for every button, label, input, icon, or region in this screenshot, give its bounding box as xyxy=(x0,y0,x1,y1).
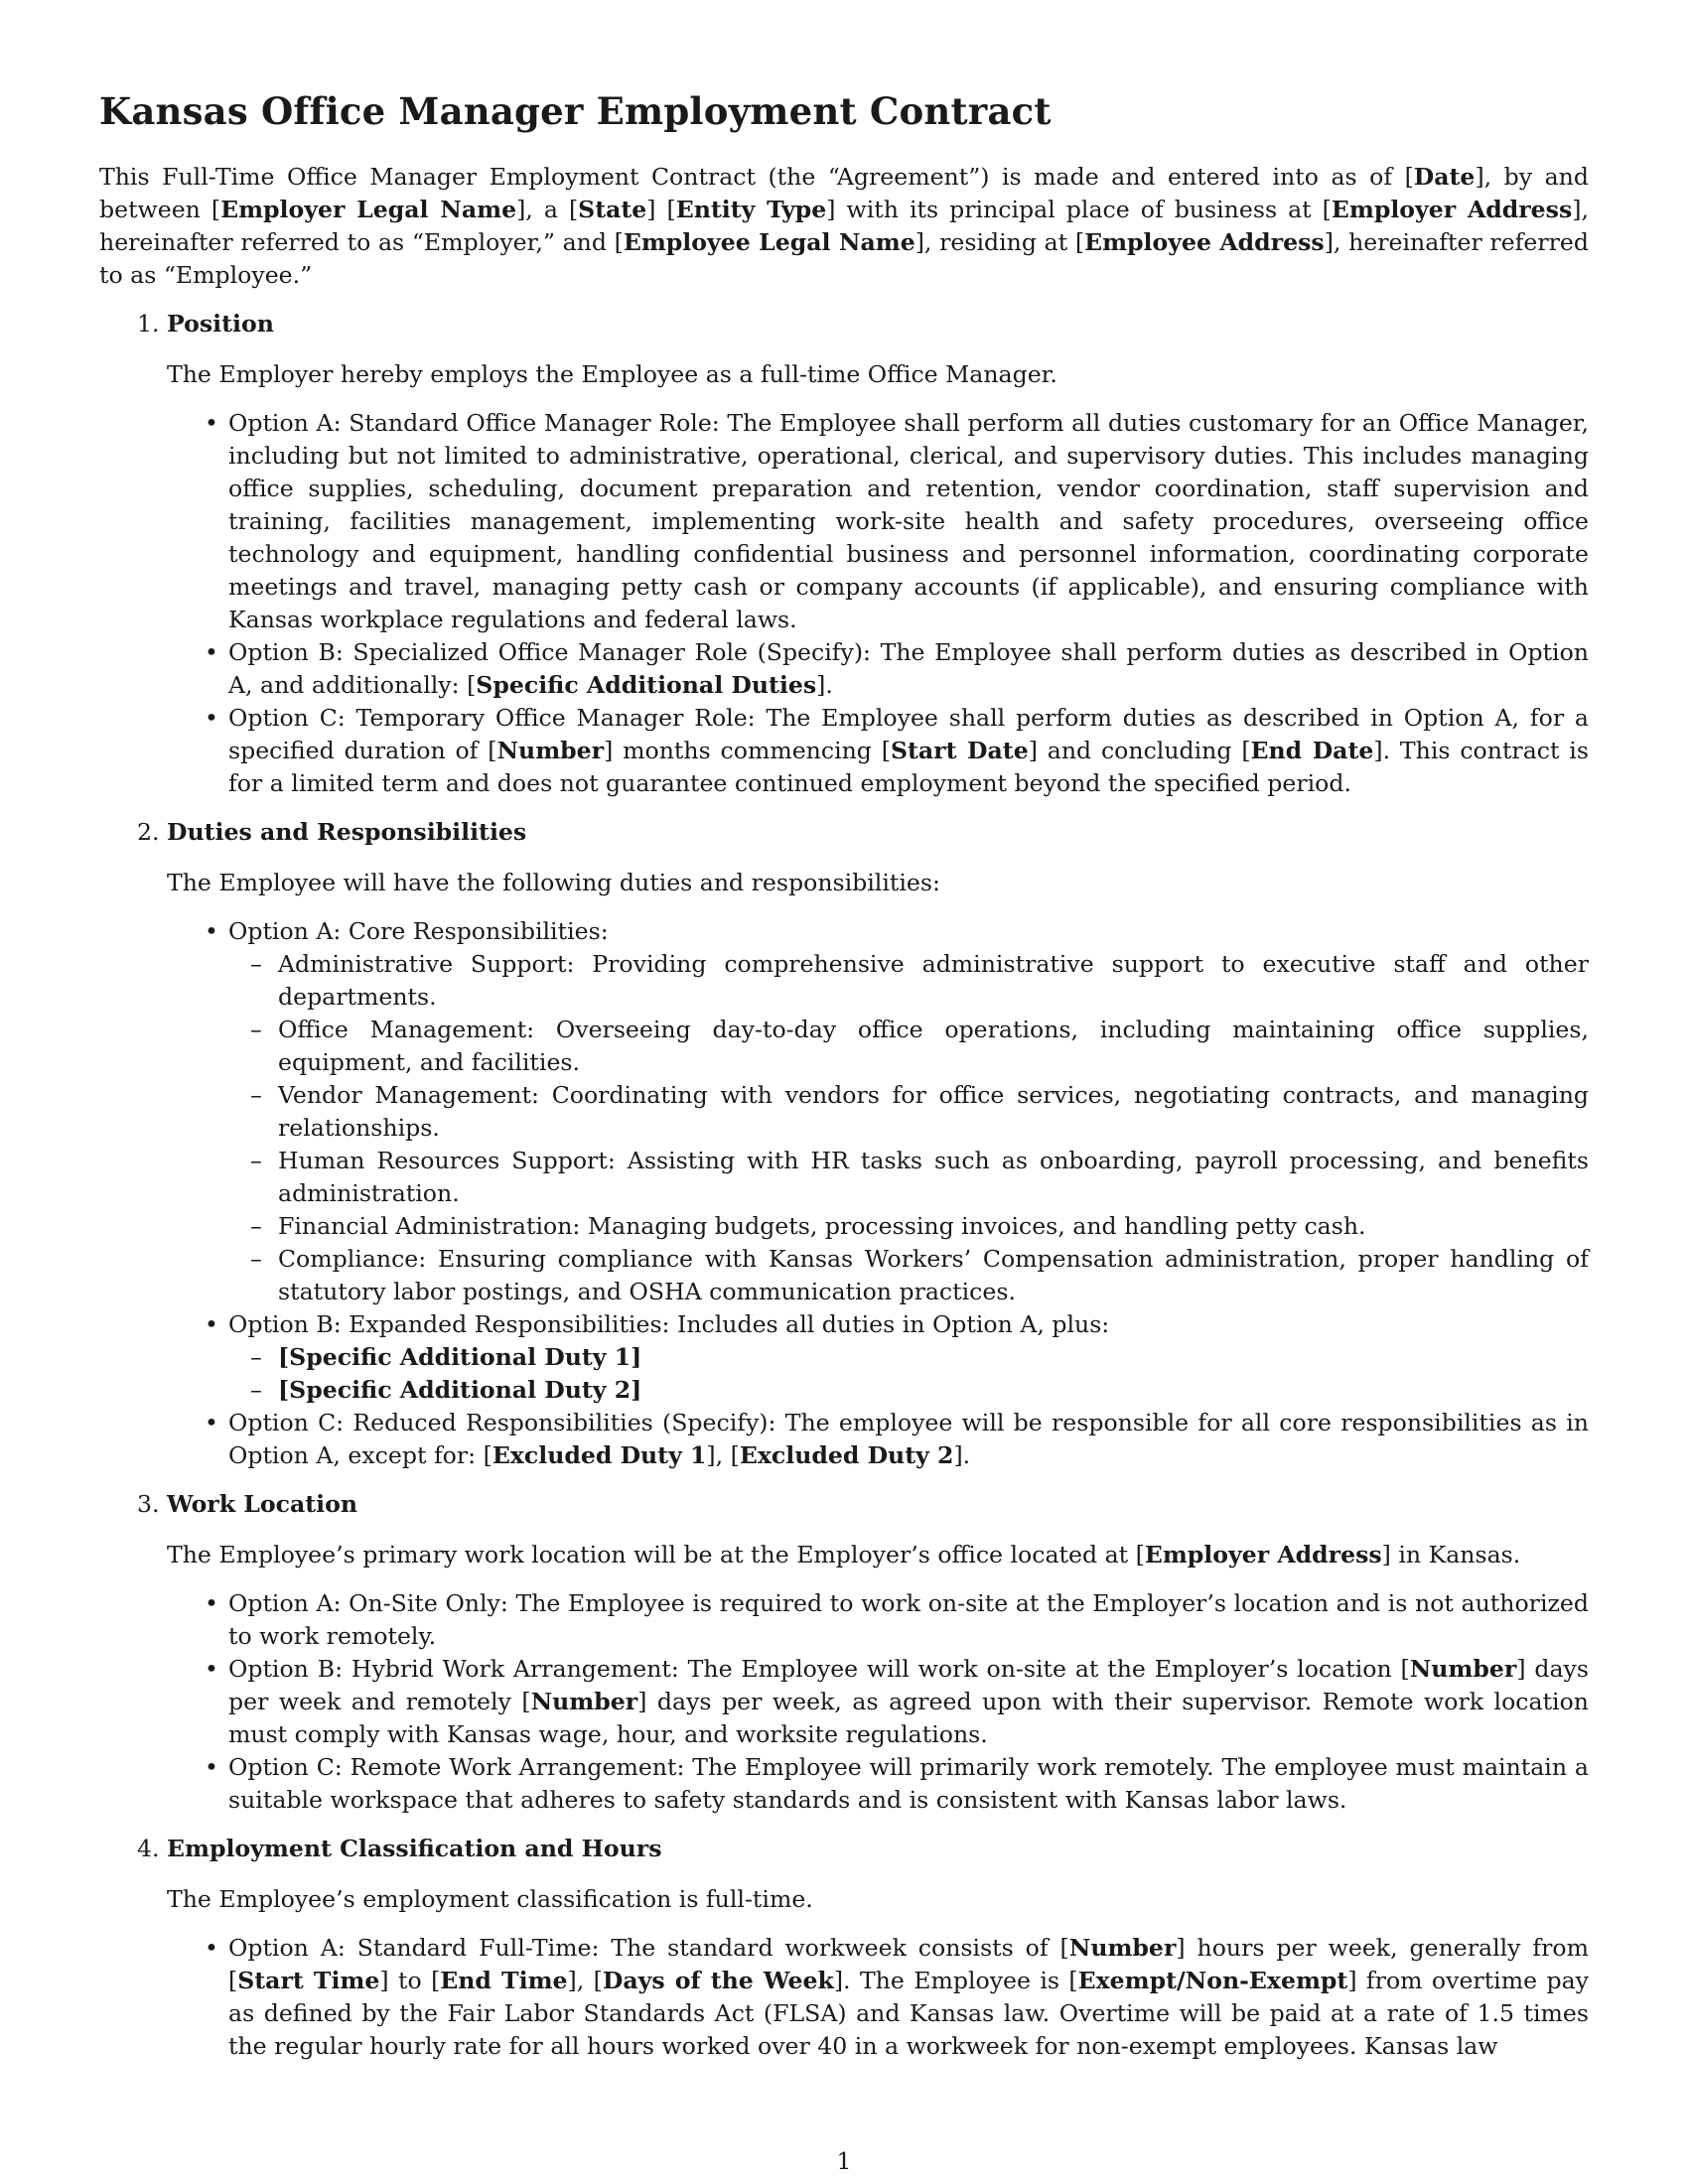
employee-name-field: Employee Legal Name xyxy=(623,228,915,256)
placeholder-field: Number xyxy=(496,737,605,764)
sub-item: – Administrative Support: Providing comprehensive administrative support to executive staff and other departments. xyxy=(278,948,1589,1014)
sub-list xyxy=(228,1341,1589,1407)
option-list xyxy=(167,1932,1589,2063)
section-classification xyxy=(167,1833,1589,2063)
placeholder-field: Employer Address xyxy=(1144,1541,1382,1569)
sub-item: – [Specific Additional Duty 2] xyxy=(278,1374,1589,1407)
placeholder-field: Start Time xyxy=(237,1967,380,1994)
option-item: • Option B: Expanded Responsibilities: Includes all duties in Option A, plus: – [Specific Additional Duty 1] – [Specific Additional Duty 2] xyxy=(228,1308,1589,1407)
placeholder-field: Number xyxy=(530,1688,638,1715)
sections-list xyxy=(99,308,1589,2063)
option-item: • Option C: Reduced Responsibilities (Specify): The employee will be responsible for all core responsibilities as in Option A, except for: [Excluded Duty 1], [Excluded Duty 2]. xyxy=(228,1407,1589,1472)
section-heading: Work Location xyxy=(167,1490,358,1518)
option-list xyxy=(167,1587,1589,1817)
date-field: Date xyxy=(1413,163,1476,191)
section-lead: The Employee’s employment classification is full-time. xyxy=(167,1885,813,1913)
placeholder-field: Excluded Duty 2 xyxy=(739,1441,954,1469)
entity-type-field: Entity Type xyxy=(675,196,827,223)
employer-name-field: Employer Legal Name xyxy=(220,196,517,223)
option-item: • Option B: Hybrid Work Arrangement: The Employee will work on-site at the Employer’s location [Number] days per week and remotely [Number] days per week, as agreed upon with their supervisor. Remote work location must comply with Kansas wage, hour, and worksite regulations. xyxy=(228,1653,1589,1751)
option-item: • Option A: Core Responsibilities: – Administrative Support: Providing comprehensive administrative support to executive staff and other departments. – Office Management: Overseeing day-to-day office operations, including maintaining office supplies, equipment, and facilities. – Vendor Management: Coordinating with vendors for office services, negotiating contracts, and managing relationships. – Human Resources Support: Assisting with HR tasks such as onboarding, payroll processing, and benefits administration. – Financial Administration: Managing budgets, processing invoices, and handling petty cash. – Compliance: Ensuring compliance with Kansas Workers’ Compensation administration, proper handling of statutory labor postings, and OSHA communication practices. xyxy=(228,915,1589,1308)
option-item: • Option A: Standard Full-Time: The standard workweek consists of [Number] hours per week, generally from [Start Time] to [End Time], [Days of the Week]. The Employee is [Exempt/Non-Exempt] from overtime pay as defined by the Fair Labor Standards Act (FLSA) and Kansas law. Overtime will be paid at a rate of 1.5 times the regular hourly rate for all hours worked over 40 in a workweek for non-exempt employees. Kansas law xyxy=(228,1932,1589,2063)
section-lead: The Employee’s primary work location will be at the Employer’s office located at [Employer Address] in Kansas. xyxy=(167,1541,1521,1569)
section-heading: Duties and Responsibilities xyxy=(167,818,527,846)
section-heading: Position xyxy=(167,310,274,338)
option-list xyxy=(167,915,1589,1472)
placeholder-field: End Time xyxy=(440,1967,568,1994)
sub-item: – Vendor Management: Coordinating with vendors for office services, negotiating contracts, and managing relationships. xyxy=(278,1079,1589,1145)
placeholder-field: Number xyxy=(1068,1934,1177,1962)
intro-paragraph: This Full-Time Office Manager Employment Contract (the “Agreement”) is made and entered into as of [Date], by and between [Employer Legal Name], a [State] [Entity Type] with its principal place of business at [Employer Address], hereinafter referred to as “Employer,” and [Employee Legal Name], residing at [Employee Address], hereinafter referred to as “Employee.” xyxy=(99,163,1589,289)
placeholder-field: Excluded Duty 1 xyxy=(492,1441,707,1469)
sub-item: – Human Resources Support: Assisting with HR tasks such as onboarding, payroll processing, and benefits administration. xyxy=(278,1145,1589,1210)
section-duties xyxy=(167,816,1589,1472)
sub-item: – Compliance: Ensuring compliance with Kansas Workers’ Compensation administration, proper handling of statutory labor postings, and OSHA communication practices. xyxy=(278,1243,1589,1308)
document-page xyxy=(99,79,1589,2079)
option-item: • Option C: Remote Work Arrangement: The Employee will primarily work remotely. The employee must maintain a suitable workspace that adheres to safety standards and is consistent with Kansas labor laws. xyxy=(228,1751,1589,1817)
option-item: • Option A: Standard Office Manager Role: The Employee shall perform all duties customary for an Office Manager, including but not limited to administrative, operational, clerical, and supervisory duties. This includes managing office supplies, scheduling, document preparation and retention, vendor coordination, staff supervision and training, facilities management, implementing work-site health and safety procedures, overseeing office technology and equipment, handling confidential business and personnel information, coordinating corporate meetings and travel, managing petty cash or company accounts (if applicable), and ensuring compliance with Kansas workplace regulations and federal laws. xyxy=(228,407,1589,636)
placeholder-field: Number xyxy=(1409,1655,1517,1683)
employee-address-field: Employee Address xyxy=(1084,228,1325,256)
employer-address-field: Employer Address xyxy=(1331,196,1573,223)
section-location xyxy=(167,1488,1589,1817)
sub-item: – Financial Administration: Managing budgets, processing invoices, and handling petty cash. xyxy=(278,1210,1589,1243)
section-heading: Employment Classification and Hours xyxy=(167,1835,662,1862)
placeholder-field: Specific Additional Duties xyxy=(476,671,817,699)
option-list xyxy=(167,407,1589,800)
placeholder-field: Days of the Week xyxy=(602,1967,834,1994)
option-item: • Option C: Temporary Office Manager Role: The Employee shall perform duties as described in Option A, for a specified duration of [Number] months commencing [Start Date] and concluding [End Date]. This contract is for a limited term and does not guarantee continued employment beyond the specified period. xyxy=(228,702,1589,800)
placeholder-field: Exempt/Non-Exempt xyxy=(1077,1967,1348,1994)
sub-list xyxy=(228,948,1589,1308)
sub-item: – Office Management: Overseeing day-to-day office operations, including maintaining office supplies, equipment, and facilities. xyxy=(278,1014,1589,1079)
section-lead: The Employer hereby employs the Employee as a full-time Office Manager. xyxy=(167,360,1057,388)
option-item: • Option B: Specialized Office Manager Role (Specify): The Employee shall perform duties as described in Option A, and additionally: [Specific Additional Duties]. xyxy=(228,636,1589,702)
section-lead: The Employee will have the following duties and responsibilities: xyxy=(167,869,940,896)
section-position xyxy=(167,308,1589,800)
sub-item: – [Specific Additional Duty 1] xyxy=(278,1341,1589,1374)
placeholder-field: End Date xyxy=(1250,737,1374,764)
state-field: State xyxy=(578,196,647,223)
option-item: • Option A: On-Site Only: The Employee is required to work on-site at the Employer’s location and is not authorized to work remotely. xyxy=(228,1587,1589,1653)
page-number: 1 xyxy=(836,2147,852,2175)
placeholder-field: Start Date xyxy=(890,737,1029,764)
page-title: Kansas Office Manager Employment Contract xyxy=(99,89,1052,133)
